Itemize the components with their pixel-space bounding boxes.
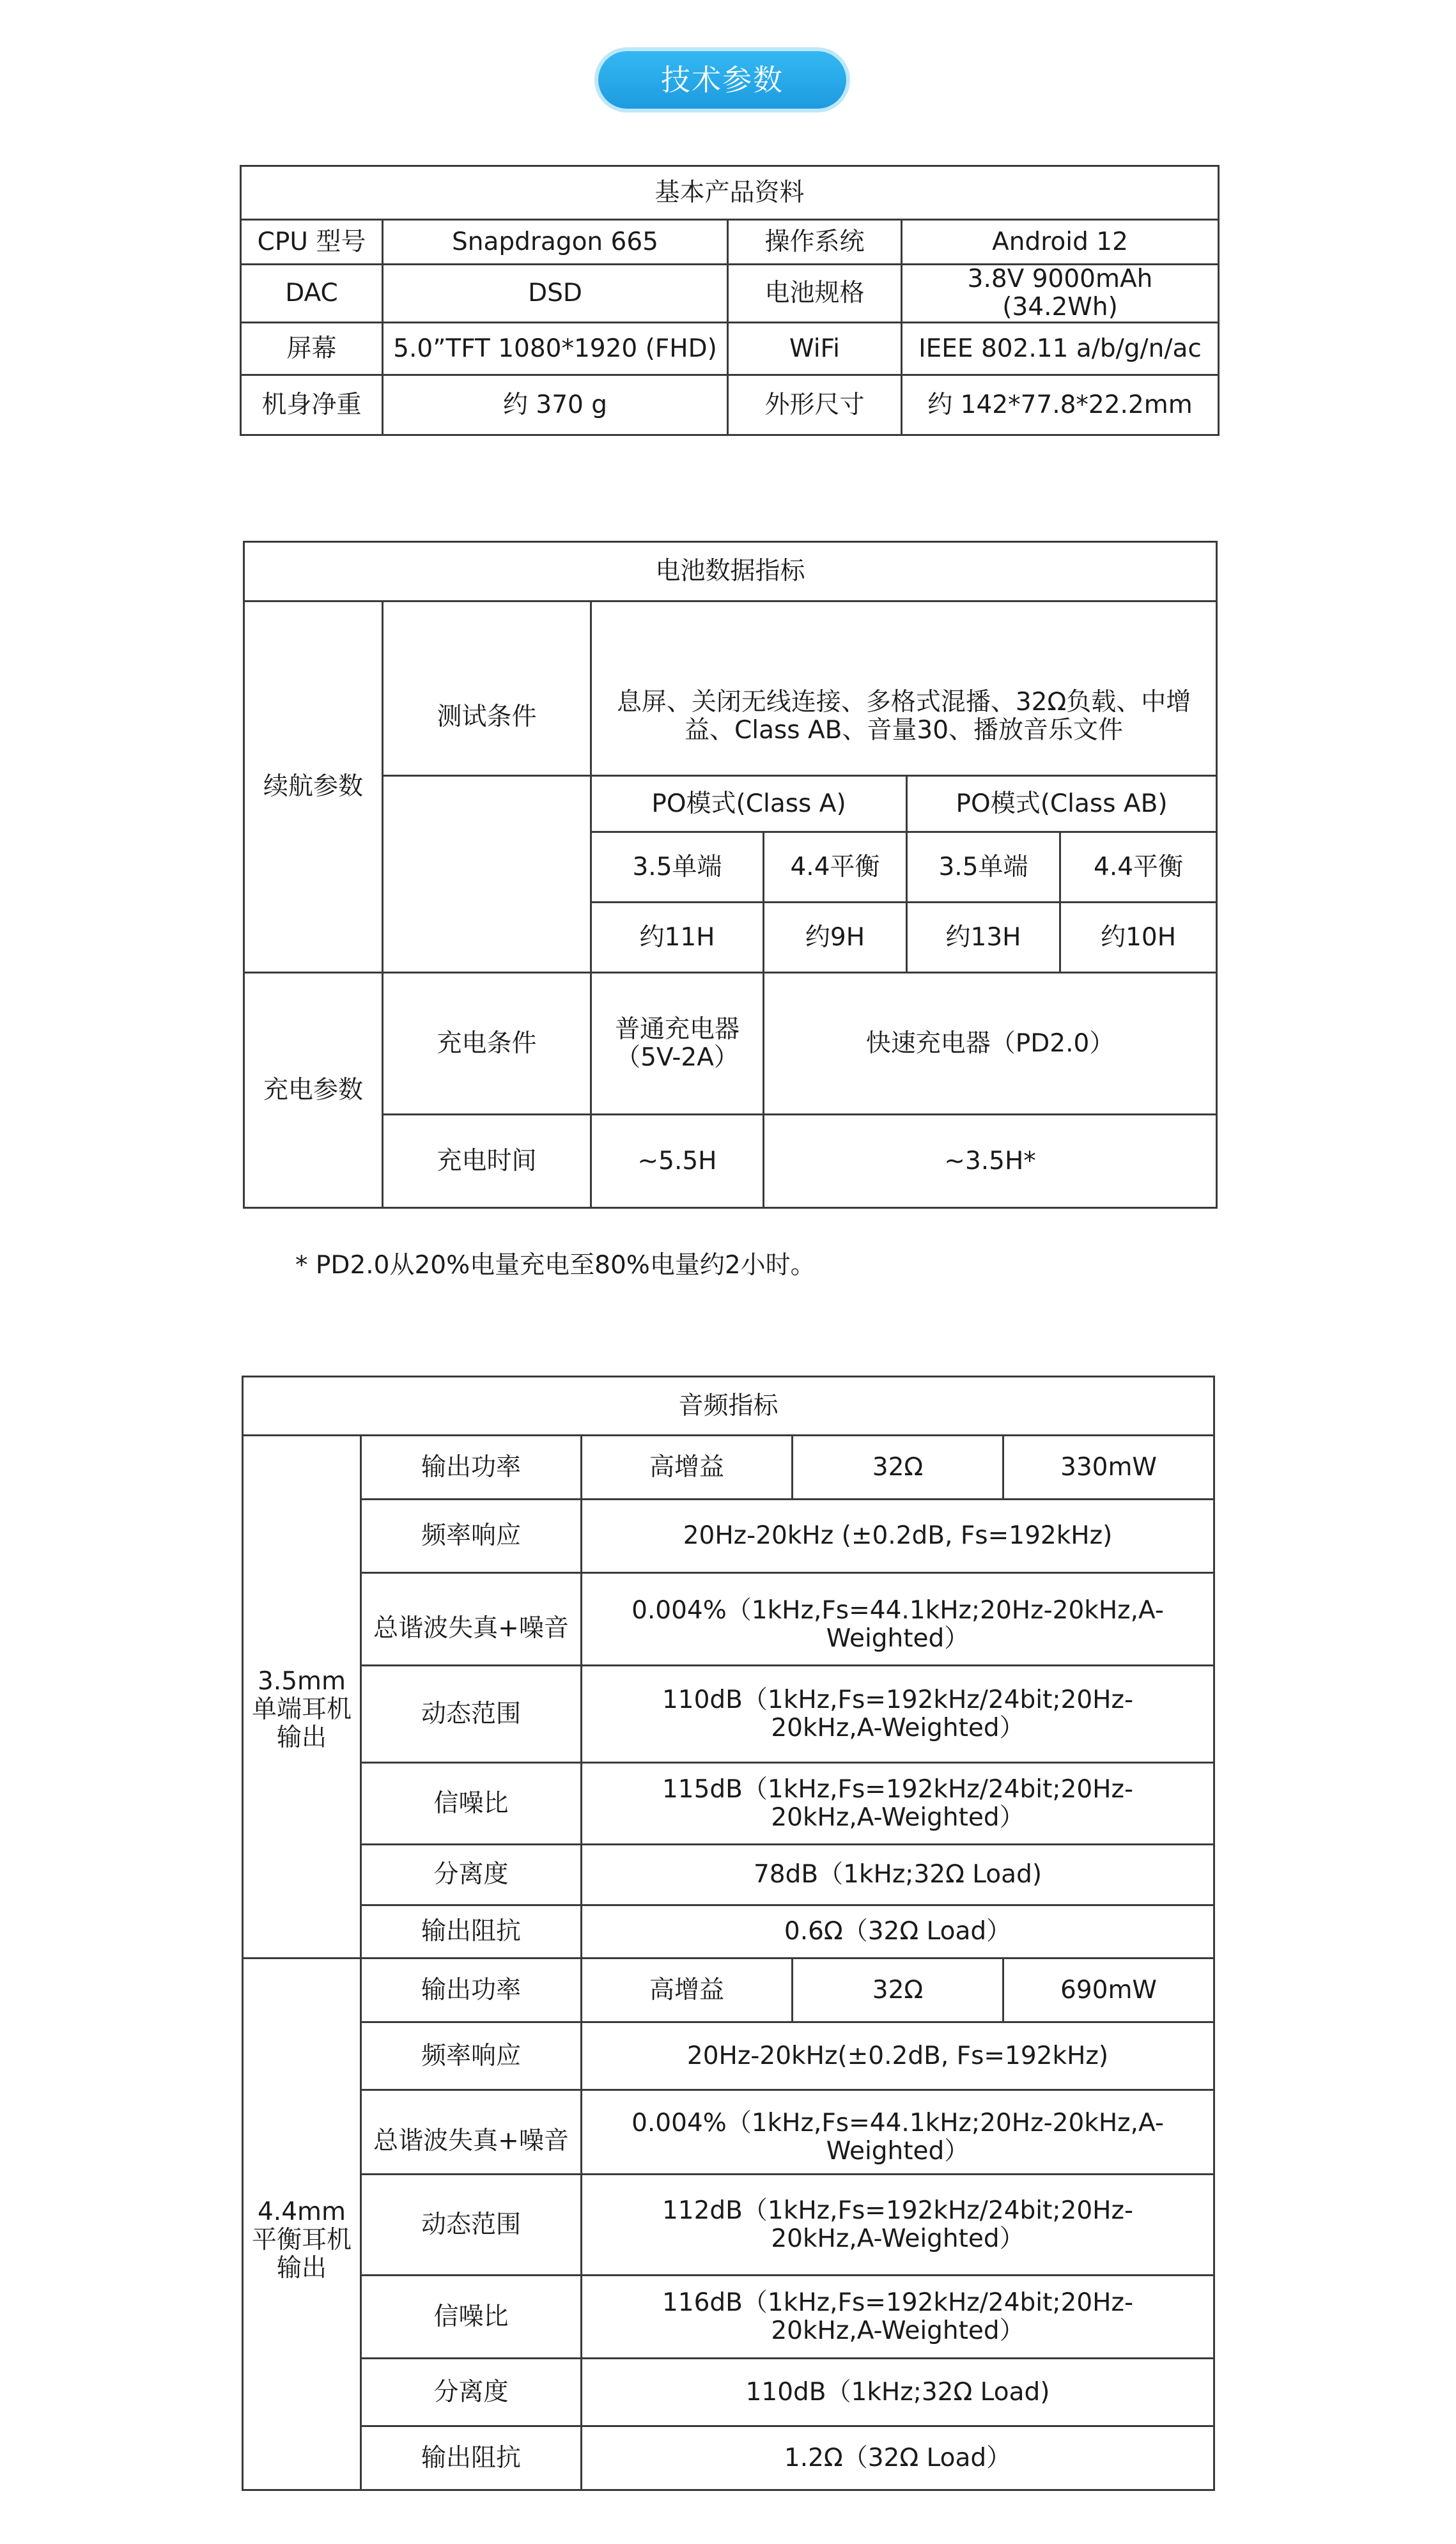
metric-label: 动态范围 xyxy=(361,1666,582,1763)
test-condition-value: 息屏、关闭无线连接、多格式混播、32Ω负载、中增益、Class AB、音量30、播放音乐文件 xyxy=(591,601,1217,776)
metric-label: 分离度 xyxy=(361,2359,582,2426)
metric-label: 输出功率 xyxy=(361,1958,582,2022)
spec-value: 约 370 g xyxy=(383,375,728,435)
metric-value: 110dB（1kHz,Fs=192kHz/24bit;20Hz-20kHz,A-Weighted） xyxy=(582,1666,1214,1763)
section-label-3-5mm: 3.5mm单端耳机输出 xyxy=(243,1436,361,1958)
charge-condition-label: 充电条件 xyxy=(383,973,591,1115)
spec-value: 约 142*77.8*22.2mm xyxy=(902,375,1219,435)
mode-class-ab: PO模式(Class AB) xyxy=(907,776,1217,832)
metric-label: 输出阻抗 xyxy=(361,1905,582,1958)
power-value: 690mW xyxy=(1003,1958,1214,2022)
battery-table xyxy=(243,541,1218,1209)
blank-cell xyxy=(383,776,591,973)
metric-value: 110dB（1kHz;32Ω Load) xyxy=(582,2359,1214,2426)
gain-value: 高增益 xyxy=(582,1436,793,1500)
metric-value: 0.004%（1kHz,Fs=44.1kHz;20Hz-20kHz,A-Weighted） xyxy=(582,2090,1214,2175)
output-type: 3.5单端 xyxy=(907,832,1060,903)
spec-label: 电池规格 xyxy=(728,265,902,323)
metric-label: 信噪比 xyxy=(361,1763,582,1845)
metric-label: 频率响应 xyxy=(361,2022,582,2090)
audio-table xyxy=(242,1376,1215,2491)
metric-value: 20Hz-20kHz (±0.2dB, Fs=192kHz) xyxy=(582,1500,1214,1573)
spec-value: Snapdragon 665 xyxy=(383,220,728,265)
battery-time: 约10H xyxy=(1060,903,1217,973)
battery-time: 约11H xyxy=(591,903,764,973)
battery-header: 电池数据指标 xyxy=(244,542,1217,601)
load-value: 32Ω xyxy=(793,1436,1003,1500)
metric-value: 0.6Ω（32Ω Load） xyxy=(582,1905,1214,1958)
spec-value: 5.0”TFT 1080*1920 (FHD) xyxy=(383,323,728,375)
spec-value: DSD xyxy=(383,265,728,323)
footnote: * PD2.0从20%电量充电至80%电量约2小时。 xyxy=(295,1251,816,1280)
spec-value: Android 12 xyxy=(902,220,1219,265)
power-value: 330mW xyxy=(1003,1436,1214,1500)
audio-header: 音频指标 xyxy=(243,1377,1214,1436)
test-condition-label: 测试条件 xyxy=(383,601,591,776)
metric-label: 输出阻抗 xyxy=(361,2426,582,2490)
spec-value: 3.8V 9000mAh (34.2Wh) xyxy=(902,265,1219,323)
output-type: 4.4平衡 xyxy=(1060,832,1217,903)
spec-label: WiFi xyxy=(728,323,902,375)
basic-info-header: 基本产品资料 xyxy=(241,166,1219,220)
spec-label: CPU 型号 xyxy=(241,220,383,265)
gain-value: 高增益 xyxy=(582,1958,793,2022)
output-type: 4.4平衡 xyxy=(764,832,907,903)
spec-label: 外形尺寸 xyxy=(728,375,902,435)
metric-label: 输出功率 xyxy=(361,1436,582,1500)
fast-charge-time: ~3.5H* xyxy=(764,1115,1217,1208)
metric-label: 动态范围 xyxy=(361,2175,582,2276)
metric-value: 20Hz-20kHz(±0.2dB, Fs=192kHz) xyxy=(582,2022,1214,2090)
metric-label: 信噪比 xyxy=(361,2276,582,2359)
fast-charger: 快速充电器（PD2.0） xyxy=(764,973,1217,1115)
metric-value: 116dB（1kHz,Fs=192kHz/24bit;20Hz-20kHz,A-Weighted） xyxy=(582,2276,1214,2359)
spec-value: IEEE 802.11 a/b/g/n/ac xyxy=(902,323,1219,375)
metric-value: 115dB（1kHz,Fs=192kHz/24bit;20Hz-20kHz,A-Weighted） xyxy=(582,1763,1214,1845)
metric-value: 0.004%（1kHz,Fs=44.1kHz;20Hz-20kHz,A-Weighted） xyxy=(582,1573,1214,1666)
spec-label: 操作系统 xyxy=(728,220,902,265)
metric-value: 112dB（1kHz,Fs=192kHz/24bit;20Hz-20kHz,A-Weighted） xyxy=(582,2175,1214,2276)
charge-label: 充电参数 xyxy=(244,973,383,1208)
battery-time: 约13H xyxy=(907,903,1060,973)
basic-info-table xyxy=(240,165,1220,436)
load-value: 32Ω xyxy=(793,1958,1003,2022)
metric-label: 总谐波失真+噪音 xyxy=(361,1573,582,1666)
metric-label: 总谐波失真+噪音 xyxy=(361,2090,582,2175)
spec-label: 屏幕 xyxy=(241,323,383,375)
metric-value: 78dB（1kHz;32Ω Load) xyxy=(582,1845,1214,1905)
endurance-label: 续航参数 xyxy=(244,601,383,973)
normal-charge-time: ~5.5H xyxy=(591,1115,764,1208)
section-label-4-4mm: 4.4mm平衡耳机输出 xyxy=(243,1958,361,2490)
metric-label: 分离度 xyxy=(361,1845,582,1905)
normal-charger: 普通充电器（5V-2A） xyxy=(591,973,764,1115)
spec-label: DAC xyxy=(241,265,383,323)
section-title: 技术参数 xyxy=(598,51,846,109)
battery-time: 约9H xyxy=(764,903,907,973)
charge-time-label: 充电时间 xyxy=(383,1115,591,1208)
metric-value: 1.2Ω（32Ω Load） xyxy=(582,2426,1214,2490)
spec-label: 机身净重 xyxy=(241,375,383,435)
metric-label: 频率响应 xyxy=(361,1500,582,1573)
mode-class-a: PO模式(Class A) xyxy=(591,776,907,832)
output-type: 3.5单端 xyxy=(591,832,764,903)
